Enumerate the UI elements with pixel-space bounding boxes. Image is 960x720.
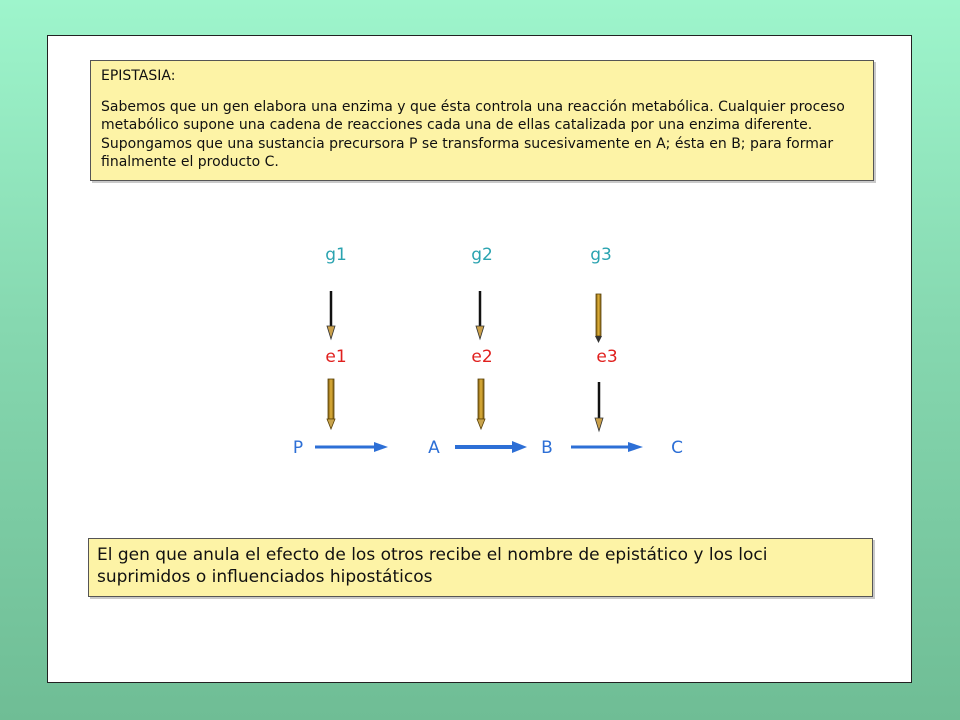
arrow-e1-reaction [327,379,335,429]
gene-label-g3: g3 [590,245,612,265]
reaction-arrow-P-A [315,442,388,452]
arrow-g1-e1 [327,291,335,339]
conclusion-text: El gen que anula el efecto de los otros recibe el nombre de epistático y los loci suprimidos o influenciados hipostáticos [97,545,768,587]
enzyme-label-e2: e2 [471,347,493,367]
enzyme-label-e3: e3 [596,347,618,367]
gene-label-g2: g2 [471,245,493,265]
intro-text: Sabemos que un gen elabora una enzima y que ésta controla una reacción metabólica. Cualquier proceso metabólico supone una cadena de reacciones cada una de ellas catalizada por una enzima diferente. Supongamos que una sustancia precursora P se transforma sucesivamente en A; ésta en B; para formar finalmente el producto C. [101,98,845,170]
reaction-arrow-B-C [571,442,643,452]
arrow-g3-e3 [595,294,602,343]
enzyme-label-e1: e1 [325,347,347,367]
slide-panel [47,35,912,683]
metabolite-label-P: P [292,438,304,458]
reaction-arrow-A-B [455,441,527,453]
gene-label-g1: g1 [325,245,347,265]
metabolite-label-B: B [541,438,553,458]
arrow-e2-reaction [477,379,485,429]
metabolite-label-A: A [428,438,440,458]
intro-title: EPISTASIA: [101,68,176,84]
arrow-e3-reaction [595,382,603,431]
arrow-g2-e2 [476,291,484,339]
metabolite-label-C: C [671,438,683,458]
conclusion-box [88,538,873,597]
